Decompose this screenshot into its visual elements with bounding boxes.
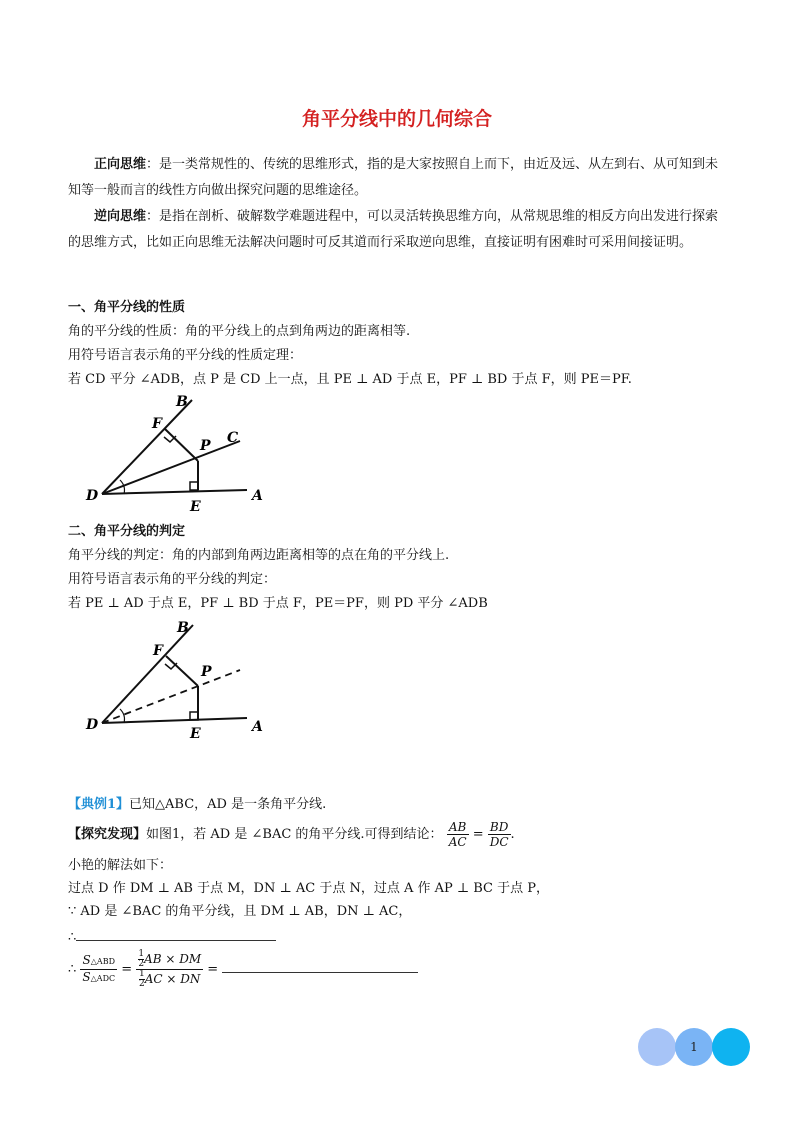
example-label: 【典例1】 [68,797,130,812]
solution-step1: 过点 D 作 DM ⊥ AB 于点 M，DN ⊥ AC 于点 N，过点 A 作 AP ⊥ BC 于点 P， [68,881,549,896]
figure-angle-bisector-property [80,388,280,518]
half-product-ratio: $\frac{1}{2}$ AB × DM $\frac{1}{2}$ AC × DN [138,949,202,989]
ratio-bd-dc: $\frac{BD}{DC}$ [489,820,509,849]
fig2-label-A: A [252,719,263,735]
section2-symbol-intro: 用符号语言表示角的平分线的判定： [68,572,277,587]
figure-angle-bisector-criterion [80,614,280,744]
fig2-label-D: D [86,717,99,733]
intro-paragraph-forward [68,152,728,204]
intro-paragraph-reverse [68,204,728,256]
page-title: 角平分线中的几何综合 [301,108,492,130]
fig1-label-B: B [176,394,188,410]
fig1-label-P: P [200,438,211,454]
decor-circle-2 [675,1028,713,1066]
section1-heading: 一、角平分线的性质 [68,300,186,315]
section1-property: 角的平分线的性质：角的平分线上的点到角两边的距离相等. [68,324,411,339]
area-ratio: $\frac{\text{S△ABD}}{\text{S△ADC}}$ [82,953,116,984]
section2-heading: 二、角平分线的判定 [68,524,186,539]
fig1-label-D: D [86,488,99,504]
reverse-thinking-text: ：是指在剖析、破解数学难题进程中，可以灵活转换思维方向，从常规思维的相反方向出发进行探索的思维方式，比如正向思维无法解决问题时可反其道而行采取逆向思维，直接证明有困难时可采用间接证明。 [68,209,719,250]
fig2-label-E: E [190,726,201,742]
section2-theorem: 若 PE ⊥ AD 于点 E，PF ⊥ BD 于点 F，PE＝PF，则 PD 平分 ∠ADB [68,596,488,611]
solution-blank-line: ∴ [68,926,748,948]
solution-step2: ∵ AD 是 ∠BAC 的角平分线，且 DM ⊥ AB，DN ⊥ AC， [68,904,412,919]
decor-circle-3 [712,1028,750,1066]
page-number: 1 [690,1040,698,1054]
solution-intro: 小艳的解法如下： [68,858,173,873]
fig1-label-C: C [227,430,239,446]
area-ratio-line: ∴ $\frac{\text{S△ABD}}{\text{S△ADC}}$ = $\frac{1}{2}$ AB × DM $\frac{1}{2}$ AC × DN = [68,950,748,990]
forward-thinking-text: ：是一类常规性的、传统的思维形式，指的是大家按照自上而下，由近及远、从左到右、从可知到未知等一般而言的线性方向做出探究问题的思维途径。 [68,157,719,198]
ratio-ab-ac: $\frac{AB}{AC}$ [448,820,467,849]
fig2-label-B: B [177,620,189,636]
reverse-thinking-label: 逆向思维 [94,209,147,224]
fig1-label-F: F [152,416,162,432]
decor-circle-1 [638,1028,676,1066]
fig1-label-A: A [252,488,263,504]
forward-thinking-label: 正向思维 [94,157,147,172]
fig2-label-P: P [201,664,212,680]
explore-text: 如图1，若 AD 是 ∠BAC 的角平分线.可得到结论： [146,827,443,842]
example-statement [68,795,748,815]
explore-discovery: 【探究发现】如图1，若 AD 是 ∠BAC 的角平分线.可得到结论： $\frac{AB}{AC}$ = $\frac{BD}{DC}$ . [68,820,515,849]
page-number-badge [638,1028,750,1066]
explore-label: 【探究发现】 [68,827,147,842]
fig1-label-E: E [190,499,201,515]
fig2-label-F: F [153,643,163,659]
section2-criterion: 角平分线的判定：角的内部到角两边距离相等的点在角的平分线上. [68,548,450,563]
example-text: 已知△ABC，AD 是一条角平分线. [129,797,327,812]
section1-theorem: 若 CD 平分 ∠ADB，点 P 是 CD 上一点，且 PE ⊥ AD 于点 E，PF ⊥ BD 于点 F，则 PE＝PF. [68,372,632,387]
answer-blank-1[interactable] [76,926,276,941]
answer-blank-2[interactable] [222,958,418,973]
section1-symbol-intro: 用符号语言表示角的平分线的性质定理： [68,348,303,363]
